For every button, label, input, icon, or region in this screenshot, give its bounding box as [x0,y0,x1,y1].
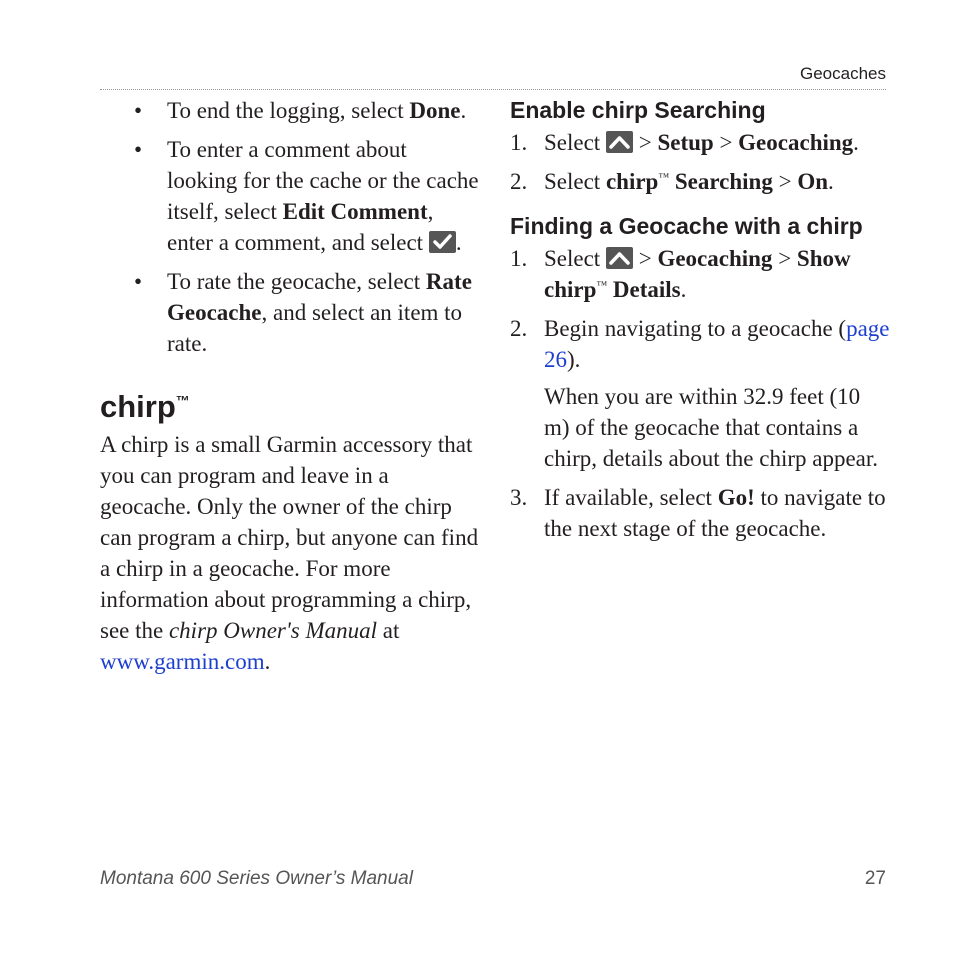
chirp-paragraph: A chirp is a small Garmin accessory that you can program and leave in a geocache. Only the owner of the chirp can program a chirp, but anyone can find a chirp in a geocache. For more information about programming a chirp, see the chirp Owner's Manual at www.garmin.com. [100,432,479,674]
running-header: Geocaches [800,64,886,83]
checkmark-icon [429,231,456,253]
bullet: • [134,98,143,123]
step-item: 2. Begin navigating to a geocache (page 26). When you are within 32.9 feet (10 m) of the geocache that contains a chirp, details about the chirp appear. [510,313,890,474]
subsection-title-finding: Finding a Geocache with a chirp [510,213,863,239]
page-number: 27 [864,868,886,889]
home-up-icon [606,247,633,269]
step-item: 3. If available, select Go! to navigate to the next stage of the geocache. [510,485,886,541]
subsection-title-enable: Enable chirp Searching [510,97,766,123]
bullet: • [134,269,143,294]
step-note: When you are within 32.9 feet (10 m) of the geocache that contains a chirp, details about the chirp appear. [544,384,879,471]
list-item: • To rate the geocache, select Rate Geocache, and select an item to rate. [100,266,480,359]
section-title: chirp™ [100,389,190,424]
bullet: • [134,137,143,162]
step-item: 2. Select chirp™ Searching > On. [510,169,834,194]
home-up-icon [606,131,633,153]
page-26-link[interactable]: page 26 [544,316,890,372]
list-item: • To enter a comment about looking for the cache or the cache itself, select Edit Comment, enter a comment, and select . [100,134,480,258]
list-item: • To end the logging, select Done. [100,95,480,126]
garmin-link[interactable]: www.garmin.com [100,649,265,674]
step-item: 1. Select > Geocaching > Show chirp™ Details. [510,246,851,302]
right-column [510,95,890,552]
footer-manual-title: Montana 600 Series Owner’s Manual [100,868,413,889]
header-divider [100,89,886,90]
step-item: 1. Select > Setup > Geocaching. [510,130,859,155]
left-column [100,95,480,677]
